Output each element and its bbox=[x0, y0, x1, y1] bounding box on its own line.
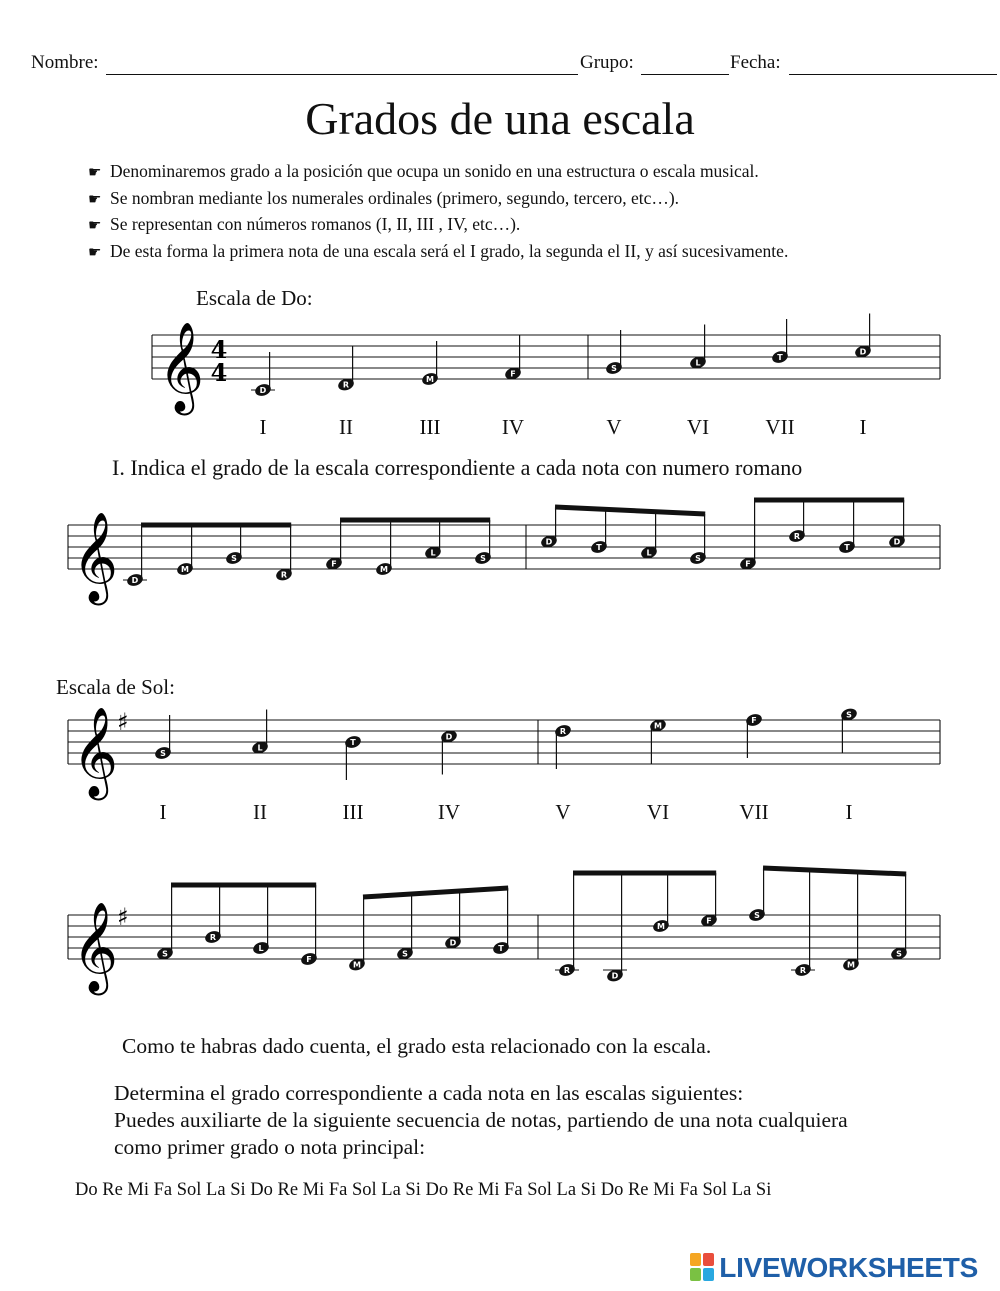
svg-text:M: M bbox=[181, 565, 189, 575]
note-5 bbox=[605, 330, 624, 376]
instruction-line: como primer grado o nota principal: bbox=[114, 1135, 426, 1159]
degree-label: IV bbox=[501, 415, 525, 439]
pointing-hand-icon: ☛ bbox=[88, 163, 102, 181]
time-signature-bottom: 4 bbox=[210, 358, 228, 387]
note-8 bbox=[854, 314, 873, 360]
svg-text:R: R bbox=[559, 727, 567, 737]
note-2 bbox=[251, 710, 270, 756]
date-label: Fecha: bbox=[730, 52, 781, 73]
bullet-item: ☛ Se representan con números romanos (I, II, III , IV, etc…). bbox=[88, 211, 788, 238]
degree-label: VI bbox=[646, 800, 670, 824]
note-1 bbox=[254, 352, 273, 398]
svg-text:M: M bbox=[426, 375, 434, 385]
sharp-icon: ♯ bbox=[117, 708, 129, 736]
liveworksheets-logo bbox=[690, 1252, 978, 1284]
svg-text:R: R bbox=[799, 966, 807, 976]
degree-label: VII bbox=[765, 415, 795, 439]
svg-text:S: S bbox=[160, 749, 166, 759]
svg-text:D: D bbox=[545, 537, 553, 547]
name-blank bbox=[106, 74, 578, 75]
degree-label: IV bbox=[437, 800, 461, 824]
liveworksheets-logo-icon bbox=[690, 1253, 716, 1283]
note-7 bbox=[745, 712, 764, 758]
svg-text:T: T bbox=[777, 353, 783, 363]
treble-clef-icon: 𝄞 bbox=[72, 512, 119, 602]
sharp-icon: ♯ bbox=[117, 903, 129, 931]
svg-text:L: L bbox=[695, 358, 701, 368]
svg-text:D: D bbox=[131, 576, 139, 586]
group-label: Grupo: bbox=[580, 52, 634, 73]
note-1 bbox=[154, 715, 173, 761]
degree-label: VI bbox=[686, 415, 710, 439]
note-2 bbox=[337, 347, 356, 393]
treble-clef-icon: 𝄞 bbox=[72, 707, 119, 797]
svg-text:F: F bbox=[331, 559, 337, 569]
scale-do-label: Escala de Do: bbox=[196, 286, 313, 310]
date-blank bbox=[789, 74, 997, 75]
svg-text:T: T bbox=[844, 543, 850, 553]
note-4 bbox=[504, 336, 523, 382]
group-blank bbox=[641, 74, 729, 75]
svg-text:M: M bbox=[657, 922, 665, 932]
svg-text:R: R bbox=[563, 966, 571, 976]
note-3 bbox=[421, 341, 440, 387]
svg-text:R: R bbox=[793, 532, 801, 542]
svg-text:S: S bbox=[162, 949, 168, 959]
svg-text:L: L bbox=[257, 743, 263, 753]
degree-label: VII bbox=[739, 800, 769, 824]
scale-sol-label: Escala de Sol: bbox=[56, 675, 175, 699]
treble-clef-icon: 𝄞 bbox=[158, 322, 205, 412]
pointing-hand-icon: ☛ bbox=[88, 189, 102, 208]
degree-label: III bbox=[342, 800, 364, 824]
instructions-block bbox=[114, 1080, 848, 1161]
svg-text:L: L bbox=[430, 548, 436, 558]
note-4 bbox=[440, 729, 459, 775]
note-6 bbox=[649, 718, 668, 764]
bullet-list bbox=[88, 158, 788, 264]
staff-scale-do bbox=[0, 300, 1000, 440]
treble-clef-icon: 𝄞 bbox=[72, 902, 119, 992]
degree-label: V bbox=[555, 800, 571, 824]
svg-text:S: S bbox=[480, 554, 486, 564]
svg-text:D: D bbox=[449, 938, 457, 948]
svg-text:T: T bbox=[350, 738, 356, 748]
degree-label: I bbox=[259, 415, 267, 439]
svg-text:S: S bbox=[846, 710, 852, 720]
bullet-item: ☛ Se nombran mediante los numerales ordinales (primero, segundo, tercero, etc…). bbox=[88, 185, 788, 212]
svg-text:F: F bbox=[510, 369, 516, 379]
note-6 bbox=[689, 325, 708, 371]
svg-text:F: F bbox=[306, 955, 312, 965]
degree-label: I bbox=[159, 800, 167, 824]
svg-text:M: M bbox=[353, 960, 361, 970]
instruction-line: Determina el grado correspondiente a cada nota en las escalas siguientes: bbox=[114, 1081, 744, 1105]
svg-text:F: F bbox=[751, 716, 757, 726]
svg-text:T: T bbox=[498, 944, 504, 954]
brand-name: LIVEWORKSHEETS bbox=[719, 1252, 978, 1283]
svg-text:R: R bbox=[280, 570, 288, 580]
svg-text:D: D bbox=[859, 347, 867, 357]
degree-label: II bbox=[253, 800, 267, 824]
pointing-hand-icon: ☛ bbox=[88, 242, 102, 261]
svg-text:L: L bbox=[646, 548, 652, 558]
svg-text:M: M bbox=[654, 721, 662, 731]
degree-label: III bbox=[419, 415, 441, 439]
staff-scale-sol bbox=[0, 690, 1000, 800]
note-8 bbox=[840, 707, 859, 753]
degree-label: I bbox=[845, 800, 853, 824]
pointing-hand-icon: ☛ bbox=[88, 216, 102, 234]
staff-exercise-2 bbox=[0, 880, 1000, 1010]
svg-text:S: S bbox=[896, 949, 902, 959]
degree-label: V bbox=[606, 415, 622, 439]
note-sequence: Do Re Mi Fa Sol La Si Do Re Mi Fa Sol La Si Do Re Mi Fa Sol La Si Do Re Mi Fa Sol La Si bbox=[75, 1180, 772, 1200]
svg-text:S: S bbox=[402, 949, 408, 959]
svg-text:D: D bbox=[259, 386, 267, 396]
exercise-1-instruction: I. Indica el grado de la escala correspondiente a cada nota con numero romano bbox=[112, 455, 803, 480]
name-label: Nombre: bbox=[31, 52, 99, 73]
bullet-item: ☛ Denominaremos grado a la posición que ocupa un sonido en una estructura o escala musical. bbox=[88, 158, 788, 185]
svg-text:R: R bbox=[342, 380, 350, 390]
instruction-line: Puedes auxiliarte de la siguiente secuencia de notas, partiendo de una nota cualquiera bbox=[114, 1108, 848, 1132]
svg-text:R: R bbox=[209, 933, 217, 943]
staff-exercise-1 bbox=[0, 495, 1000, 615]
svg-text:S: S bbox=[695, 554, 701, 564]
note-5 bbox=[554, 723, 573, 769]
svg-text:M: M bbox=[847, 960, 855, 970]
svg-text:D: D bbox=[893, 537, 901, 547]
degree-label: I bbox=[859, 415, 867, 439]
svg-text:S: S bbox=[231, 554, 237, 564]
svg-text:D: D bbox=[611, 971, 619, 981]
degree-label: II bbox=[339, 415, 353, 439]
svg-text:T: T bbox=[596, 543, 602, 553]
note-7 bbox=[771, 319, 790, 365]
svg-text:F: F bbox=[745, 559, 751, 569]
observation-text: Como te habras dado cuenta, el grado esta relacionado con la escala. bbox=[122, 1034, 712, 1058]
page-title: Grados de una escala bbox=[305, 93, 695, 144]
svg-text:D: D bbox=[445, 732, 453, 742]
svg-text:L: L bbox=[258, 944, 264, 954]
svg-text:F: F bbox=[706, 916, 712, 926]
svg-text:M: M bbox=[380, 565, 388, 575]
svg-text:S: S bbox=[754, 911, 760, 921]
note-3 bbox=[344, 734, 363, 780]
time-signature-top: 4 bbox=[210, 335, 228, 364]
svg-text:S: S bbox=[611, 364, 617, 374]
bullet-item: ☛ De esta forma la primera nota de una escala será el I grado, la segunda el II, y así sucesivamente. bbox=[88, 238, 788, 265]
